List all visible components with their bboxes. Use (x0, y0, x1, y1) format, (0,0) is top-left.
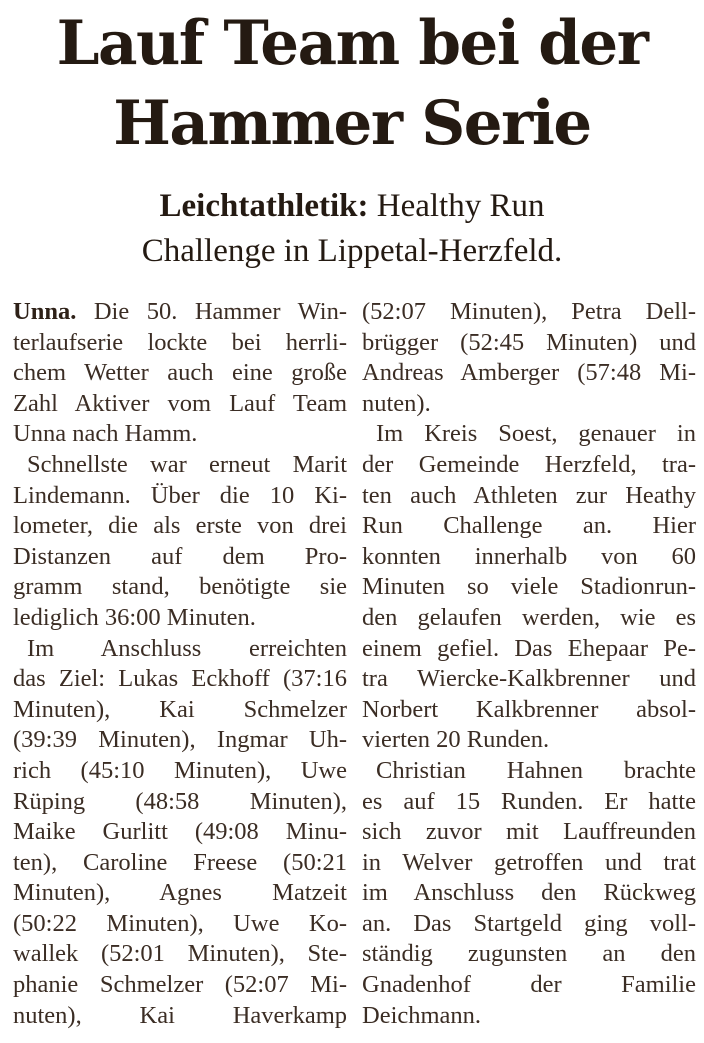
article-line: an. Das Startgeld ging voll- (362, 909, 696, 937)
article-line: ständig zugunsten an den (362, 940, 696, 968)
article-line: Zahl Aktiver vom Lauf Team (13, 389, 347, 417)
article-line: Minuten), Agnes Matzeit (13, 879, 347, 907)
article-column-right (362, 297, 696, 1031)
article-line: gramm stand, benötigte sie (13, 573, 347, 601)
article-line: in Welver getroffen und trat (362, 848, 696, 876)
article-line: wallek (52:01 Minuten), Ste- (13, 940, 347, 968)
article-line: das Ziel: Lukas Eckhoff (37:16 (13, 665, 347, 693)
article-line: (39:39 Minuten), Ingmar Uh- (13, 726, 347, 754)
article-line: Maike Gurlitt (49:08 Minu- (13, 818, 347, 846)
article-column-left (13, 297, 347, 1031)
headline-line-1: Lauf Team bei der (56, 8, 648, 79)
article-line: Rüping (48:58 Minuten), (13, 787, 347, 815)
subheadline-line-1 (0, 184, 704, 229)
article-line: einem gefiel. Das Ehepaar Pe- (362, 634, 696, 662)
article-line: phanie Schmelzer (52:07 Mi- (13, 971, 347, 999)
article-line: Unna nach Hamm. (13, 420, 198, 448)
article-line: rich (45:10 Minuten), Uwe (13, 756, 347, 784)
article-line: Im Anschluss erreichten (27, 634, 347, 662)
article-line: chem Wetter auch eine große (13, 359, 347, 387)
article-line: lediglich 36:00 Minuten. (13, 603, 256, 631)
article-line: Unna. Die 50. Hammer Win- (13, 298, 347, 325)
subheadline-line-1-rest: Healthy Run (368, 188, 545, 224)
article-line: Deichmann. (362, 1001, 482, 1029)
article-line: sich zuvor mit Lauffreunden (362, 818, 696, 846)
article-line: Im Kreis Soest, genauer in (376, 420, 696, 448)
article-line: im Anschluss den Rückweg (362, 879, 696, 907)
article-line: terlaufserie lockte bei herrli- (13, 328, 347, 356)
article-line: nuten). (362, 389, 431, 417)
article-line: Christian Hahnen brachte (376, 756, 696, 784)
article-line: Minuten), Kai Schmelzer (13, 695, 347, 723)
section-kicker: Leichtathletik: (159, 188, 369, 224)
article-line: Gnadenhof der Familie (362, 971, 696, 999)
newspaper-article-page (0, 4, 704, 1043)
article-line: Minuten so viele Stadionrun- (362, 573, 696, 601)
article-line: (52:07 Minuten), Petra Dell- (362, 298, 696, 325)
article-line: der Gemeinde Herzfeld, tra- (362, 450, 696, 478)
article-line: Andreas Amberger (57:48 Mi- (362, 359, 696, 387)
article-line: lometer, die als erste von drei (13, 512, 347, 540)
article-line: Norbert Kalkbrenner absol- (362, 695, 696, 723)
article-line: (50:22 Minuten), Uwe Ko- (13, 909, 347, 937)
article-line: es auf 15 Runden. Er hatte (362, 787, 696, 815)
article-line: konnten innerhalb von 60 (362, 542, 696, 570)
article-line: ten auch Athleten zur Heathy (362, 481, 696, 509)
article-line: Schnellste war erneut Marit (27, 450, 347, 478)
article-line: Distanzen auf dem Pro- (13, 542, 347, 570)
article-body (0, 297, 704, 1031)
dateline: Unna. (13, 298, 77, 325)
headline-line-2: Hammer Serie (113, 88, 591, 159)
article-line: den gelaufen werden, wie es (362, 603, 696, 631)
article-line: ten), Caroline Freese (50:21 (13, 848, 347, 876)
article-headline (0, 4, 704, 164)
subheadline-line-2: Challenge in Lippetal-Herzfeld. (141, 233, 563, 269)
article-line: Run Challenge an. Hier (362, 512, 696, 540)
article-line: tra Wiercke-Kalkbrenner und (362, 665, 696, 693)
article-line: brügger (52:45 Minuten) und (362, 328, 696, 356)
article-line: nuten), Kai Haverkamp (13, 1001, 347, 1029)
article-subheadline (0, 184, 704, 274)
article-line: Lindemann. Über die 10 Ki- (13, 481, 347, 509)
article-line: vierten 20 Runden. (362, 726, 550, 754)
